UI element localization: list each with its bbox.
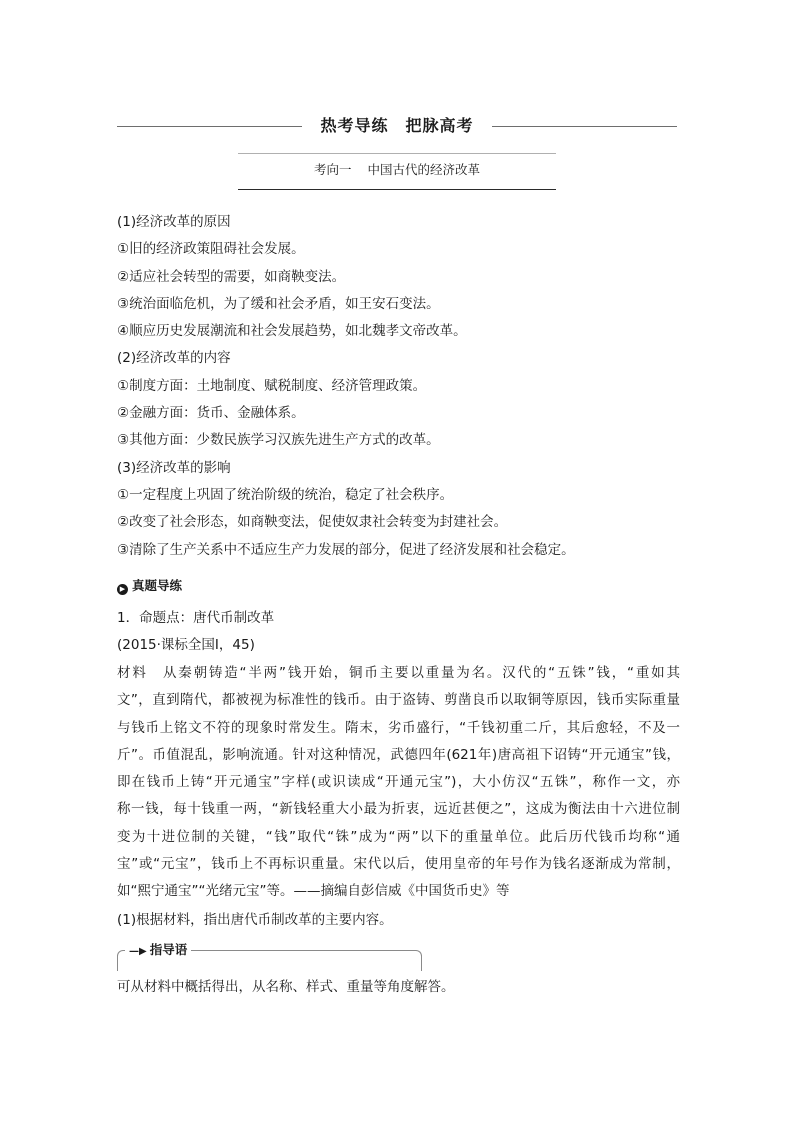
subtitle-text: 中国古代的经济改革: [367, 162, 481, 177]
material-line: 变为十进位制的关键，“钱”取代“铢”成为“两”以下的重量单位。此后历代钱币均称“通: [117, 828, 680, 845]
content-line: ①制度方面：土地制度、赋税制度、经济管理政策。: [117, 377, 427, 394]
header-rule-right: [492, 126, 677, 127]
content-line: ①旧的经济政策阻碍社会发展。: [117, 241, 305, 258]
header-rule-left: [117, 126, 302, 127]
material-line: 如“熙宁通宝”“光绪元宝”等。——摘编自彭信威《中国货币史》等: [117, 883, 510, 900]
subtitle-label: 考向一: [313, 162, 352, 177]
content-list: [117, 209, 680, 564]
content-line: ④顺应历史发展潮流和社会发展趋势，如北魏孝文帝改革。: [117, 323, 467, 340]
material-line: 与钱币上铭文不符的现象时常发生。隋末，劣币盛行，“千钱初重二斤，其后愈轻，不及一: [117, 719, 680, 736]
content-line: ③统治面临危机，为了缓和社会矛盾，如王安石变法。: [117, 295, 440, 312]
material-line: 斤”。币值混乱，影响流通。针对这种情况，武德四年(621年)唐高祖下诏铸“开元通宝”钱，: [117, 746, 680, 763]
material-line: 宝”或“元宝”，钱币上不再标识重量。宋代以后，使用皇帝的年号作为钱名逐渐成为常制，: [117, 856, 680, 873]
section-heading-text: 真题导练: [132, 578, 183, 593]
question-header: [117, 605, 680, 660]
page-title: 热考导练 把脉高考: [320, 116, 474, 135]
content-line: ②金融方面：货币、金融体系。: [117, 405, 305, 422]
material-line: 称一钱，每十钱重一两，“新钱轻重大小最为折衷，远近甚便之”，这成为衡法由十六进位制: [117, 801, 680, 818]
subheader-rule-bottom: [238, 189, 556, 190]
sub-question: (1)根据材料，指出唐代币制改革的主要内容。: [117, 912, 393, 928]
content-line: (3)经济改革的影响: [117, 459, 231, 476]
guide-text: 可从材料中概括得出，从名称、样式、重量等角度解答。: [117, 979, 455, 995]
content-line: ③清除了生产关系中不适应生产力发展的部分，促进了经济发展和社会稳定。: [117, 541, 575, 558]
material-line: 材料 从秦朝铸造“半两”钱开始，铜币主要以重量为名。汉代的“五铢”钱，“重如其: [117, 665, 680, 681]
content-line: ②适应社会转型的需要，如商鞅变法。: [117, 268, 346, 285]
question-number: 1．命题点：唐代币制改革: [117, 610, 275, 626]
material-line: 文”，直到隋代，都被视为标准性的钱币。由于盗铸、剪凿良币以取铜等原因，钱币实际重量: [117, 692, 680, 709]
content-line: (1)经济改革的原因: [117, 214, 231, 230]
arrow-right-icon: —▶: [129, 946, 147, 957]
content-line: ①一定程度上巩固了统治阶级的统治，稳定了社会秩序。: [117, 486, 454, 503]
subheader-rule-top: [238, 153, 556, 154]
material-paragraph: [117, 660, 680, 906]
play-circle-icon: ▶: [117, 584, 128, 595]
page-header: [117, 114, 677, 140]
section-heading: [117, 576, 182, 596]
content-line: ②改变了社会形态，如商鞅变法，促使奴隶社会转变为封建社会。: [117, 514, 508, 531]
content-line: (2)经济改革的内容: [117, 350, 231, 367]
question-source: (2015·课标全国Ⅰ，45): [117, 637, 255, 654]
guide-label-text: 指导语: [149, 942, 188, 957]
guide-label: [125, 940, 191, 962]
section-subtitle: [238, 161, 556, 179]
content-line: ③其他方面：少数民族学习汉族先进生产方式的改革。: [117, 432, 440, 449]
material-line: 即在钱币上铸“开元通宝”字样(或识读成“开通元宝”)，大小仿汉“五铢”，称作一文，亦: [117, 774, 680, 791]
